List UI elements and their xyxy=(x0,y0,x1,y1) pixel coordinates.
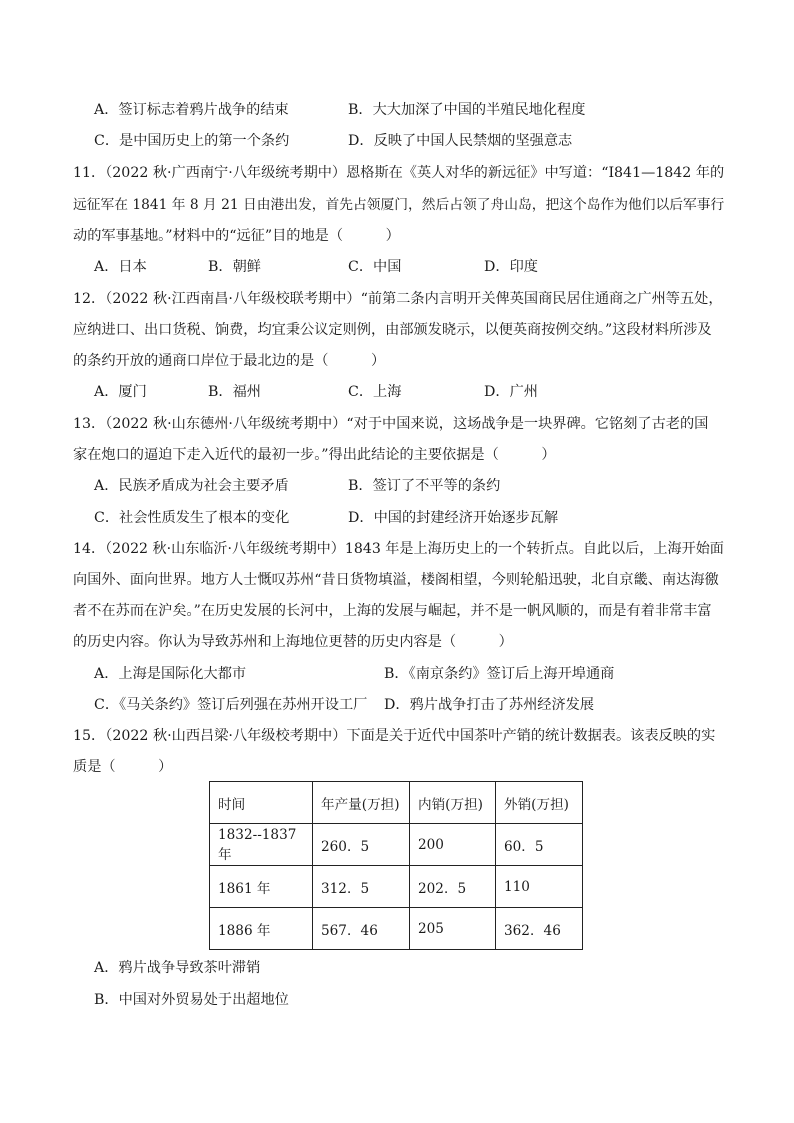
table-row xyxy=(210,824,583,866)
table-cell: 202．5 xyxy=(410,866,496,908)
table-cell: 1886 年 xyxy=(210,908,313,950)
table-header-cell: 时间 xyxy=(210,782,313,824)
table-row xyxy=(210,908,583,950)
table-header-row xyxy=(210,782,583,824)
q13-option-d[interactable]: D．中国的封建经济开始逐步瓦解 xyxy=(348,510,559,526)
table-row xyxy=(210,866,583,908)
q10-option-c[interactable]: C．是中国历史上的第一个条约 xyxy=(94,133,290,149)
question-text-line: 的历史内容。你认为导致苏州和上海地位更替的历史内容是（ ） xyxy=(73,634,513,650)
question-text-line: 14．（2022 秋·山东临沂·八年级统考期中）1843 年是上海历史上的一个转折点。自此以后，上海开始面 xyxy=(73,541,724,557)
q11-option-b[interactable]: B．朝鲜 xyxy=(208,259,261,275)
table-cell: 1861 年 xyxy=(210,866,313,908)
question-text-line: 远征军在 1841 年 8 月 21 日由港出发，首先占领厦门，然后占领了舟山岛，把这个岛作为他们以后军事行 xyxy=(73,197,725,213)
table-header-cell: 年产量(万担) xyxy=(313,782,410,824)
question-text-line: 者不在苏而在沪矣。”在历史发展的长河中，上海的发展与崛起，并不是一帆风顺的，而是有着非常丰富 xyxy=(73,603,712,619)
question-text-line: 11．（2022 秋·广西南宁·八年级统考期中）恩格斯在《英人对华的新远征》中写道：“I841—1842 年的 xyxy=(73,165,725,181)
q12-option-b[interactable]: B．福州 xyxy=(208,384,261,400)
q14-option-d[interactable]: D．鸦片战争打击了苏州经济发展 xyxy=(384,697,595,713)
q12-option-a[interactable]: A．厦门 xyxy=(94,384,147,400)
q14-option-a[interactable]: A．上海是国际化大都市 xyxy=(94,666,247,682)
q13-option-c[interactable]: C．社会性质发生了根本的变化 xyxy=(94,510,290,526)
q10-option-a[interactable]: A．签订标志着鸦片战争的结束 xyxy=(94,102,289,118)
q12-option-d[interactable]: D．广州 xyxy=(484,384,538,400)
q11-option-c[interactable]: C．中国 xyxy=(348,259,402,275)
table-cell: 312．5 xyxy=(313,866,410,908)
question-text-line: 向国外、面向世界。地方人士慨叹苏州“昔日货物填溢，楼阁相望，今则轮船迅驶，北自京畿、南达海徼 xyxy=(73,572,719,588)
question-text-line: 质是（ ） xyxy=(73,759,173,775)
q10-option-d[interactable]: D．反映了中国人民禁烟的坚强意志 xyxy=(348,133,573,149)
question-text-line: 15．（2022 秋·山西吕梁·八年级校考期中）下面是关于近代中国茶叶产销的统计数据表。该表反映的实 xyxy=(73,728,716,744)
table-header-cell: 外销(万担) xyxy=(496,782,583,824)
question-text-line: 动的军事基地。”材料中的“远征”目的地是（ ） xyxy=(73,228,400,244)
q12-option-c[interactable]: C．上海 xyxy=(348,384,402,400)
question-text-line: 的条约开放的通商口岸位于最北边的是（ ） xyxy=(73,353,386,369)
question-text-line: 12．（2022 秋·江西南昌·八年级校联考期中）“前第二条内言明开关俾英国商民居住通商之广州等五处， xyxy=(73,291,723,307)
q14-option-b[interactable]: B．《南京条约》签订后上海开埠通商 xyxy=(384,666,615,682)
table-header-cell: 内销(万担) xyxy=(410,782,496,824)
tea-statistics-table xyxy=(209,781,583,950)
q14-option-c[interactable]: C．《马关条约》签订后列强在苏州开设工厂 xyxy=(94,697,368,713)
table-cell: 60．5 xyxy=(496,824,583,866)
question-text-line: 应纳进口、出口货税、饷费，均宜秉公议定则例，由部颁发晓示，以便英商按例交纳。”这段材料所涉及 xyxy=(73,322,712,338)
q15-option-b[interactable]: B．中国对外贸易处于出超地位 xyxy=(94,992,289,1008)
q11-option-a[interactable]: A．日本 xyxy=(94,259,147,275)
q15-option-a[interactable]: A．鸦片战争导致茶叶滞销 xyxy=(94,960,261,976)
table-cell: 110 xyxy=(496,866,583,908)
q13-option-b[interactable]: B．签订了不平等的条约 xyxy=(348,478,501,494)
table-cell: 1832--1837 年 xyxy=(210,824,313,866)
q11-option-d[interactable]: D．印度 xyxy=(484,259,538,275)
table-cell: 205 xyxy=(410,908,496,950)
table-cell: 362．46 xyxy=(496,908,583,950)
q13-option-a[interactable]: A．民族矛盾成为社会主要矛盾 xyxy=(94,478,289,494)
table-cell: 260．5 xyxy=(313,824,410,866)
question-text-line: 家在炮口的逼迫下走入近代的最初一步。”得出此结论的主要依据是（ ） xyxy=(73,447,556,463)
table-cell: 567．46 xyxy=(313,908,410,950)
question-text-line: 13．（2022 秋·山东德州·八年级统考期中）“对于中国来说，这场战争是一块界碑。它铭刻了古老的国 xyxy=(73,416,709,432)
q10-option-b[interactable]: B．大大加深了中国的半殖民地化程度 xyxy=(348,102,586,118)
table-cell: 200 xyxy=(410,824,496,866)
